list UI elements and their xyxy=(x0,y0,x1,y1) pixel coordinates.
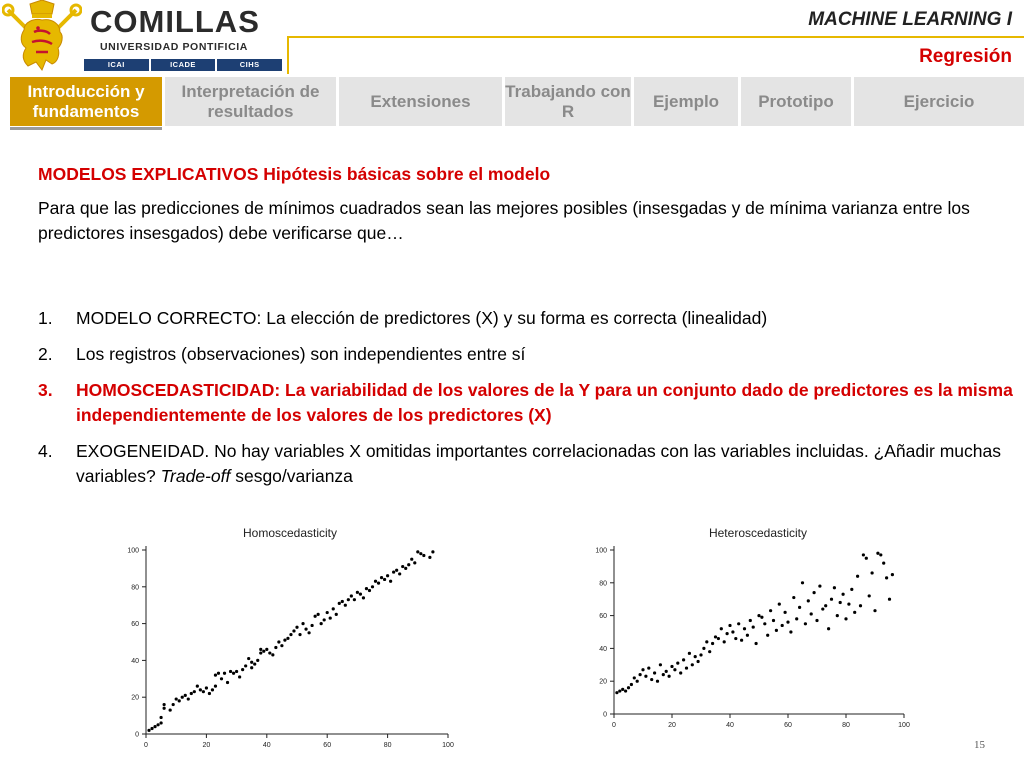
list-text-part: sesgo/varianza xyxy=(230,466,353,486)
data-point xyxy=(172,703,175,706)
data-point xyxy=(256,659,259,662)
data-point xyxy=(335,613,338,616)
data-point xyxy=(781,624,784,627)
x-tick-label: 60 xyxy=(784,722,792,729)
data-point xyxy=(833,586,836,589)
data-point xyxy=(731,630,734,633)
logo-units-bar xyxy=(84,59,284,71)
logo-unit-cihs: CIHS xyxy=(217,59,282,71)
list-number: 3. xyxy=(38,380,53,400)
x-tick-label: 0 xyxy=(612,722,616,729)
data-point xyxy=(862,553,865,556)
data-point xyxy=(853,611,856,614)
list-text: MODELO CORRECTO: La elección de predictores (X) y su forma es correcta (linealidad) xyxy=(76,308,768,328)
data-point xyxy=(778,603,781,606)
data-point xyxy=(662,673,665,676)
y-tick-label: 20 xyxy=(599,678,607,686)
tab-introduccion[interactable] xyxy=(10,77,162,126)
data-point xyxy=(824,604,827,607)
list-number: 4. xyxy=(38,441,53,461)
data-point xyxy=(682,658,685,661)
data-point xyxy=(810,612,813,615)
data-point xyxy=(885,576,888,579)
x-tick-label: 0 xyxy=(144,742,148,748)
data-point xyxy=(229,670,232,673)
data-point xyxy=(314,615,317,618)
data-point xyxy=(253,662,256,665)
data-point xyxy=(708,650,711,653)
data-point xyxy=(386,574,389,577)
heteroscedasticity-plot xyxy=(578,520,918,748)
data-point xyxy=(304,628,307,631)
data-point xyxy=(746,634,749,637)
data-point xyxy=(295,626,298,629)
x-tick-label: 100 xyxy=(898,722,910,729)
data-point xyxy=(856,575,859,578)
data-point xyxy=(847,603,850,606)
data-point xyxy=(338,602,341,605)
data-point xyxy=(199,688,202,691)
data-point xyxy=(181,696,184,699)
data-point xyxy=(879,553,882,556)
data-point xyxy=(368,589,371,592)
data-point xyxy=(775,629,778,632)
data-point xyxy=(163,707,166,710)
y-tick-label: 40 xyxy=(599,645,607,653)
data-point xyxy=(431,550,434,553)
list-text: HOMOSCEDASTICIDAD: La variabilidad de los valores de la Y para un conjunto dado de predictores es la misma independientemente de los valores de los predictores (X) xyxy=(76,380,1013,425)
data-point xyxy=(232,672,235,675)
data-point xyxy=(277,640,280,643)
data-point xyxy=(298,633,301,636)
data-point xyxy=(214,674,217,677)
data-point xyxy=(347,598,350,601)
data-point xyxy=(665,670,668,673)
data-point xyxy=(362,596,365,599)
data-point xyxy=(633,676,636,679)
data-point xyxy=(804,622,807,625)
tab-trabajando-con-r[interactable] xyxy=(505,77,631,126)
data-point xyxy=(395,569,398,572)
data-point xyxy=(644,675,647,678)
tab-prototipo[interactable] xyxy=(741,77,851,126)
data-point xyxy=(259,651,262,654)
data-point xyxy=(769,609,772,612)
data-point xyxy=(685,666,688,669)
data-point xyxy=(344,604,347,607)
data-point xyxy=(147,729,150,732)
y-tick-label: 60 xyxy=(599,613,607,621)
tab-interpretacion[interactable] xyxy=(165,77,336,126)
data-point xyxy=(160,721,163,724)
data-point xyxy=(404,567,407,570)
list-number: 1. xyxy=(38,308,53,328)
intro-paragraph: Para que las predicciones de mínimos cuadrados sean las mejores posibles (insesgadas y de mínima varianza entre los predictores insesgados) debe verificarse que… xyxy=(38,198,970,243)
data-point xyxy=(220,677,223,680)
y-tick-label: 100 xyxy=(127,547,139,555)
data-point xyxy=(410,558,413,561)
data-point xyxy=(217,672,220,675)
data-point xyxy=(763,622,766,625)
data-point xyxy=(265,648,268,651)
section-tabs xyxy=(10,77,1024,127)
data-point xyxy=(801,581,804,584)
heteroscedasticity-scatter xyxy=(578,520,918,748)
tab-extensiones[interactable] xyxy=(339,77,502,126)
list-item xyxy=(38,342,1013,367)
data-point xyxy=(286,637,289,640)
data-point xyxy=(247,657,250,660)
data-point xyxy=(259,648,262,651)
data-point xyxy=(844,617,847,620)
data-point xyxy=(726,632,729,635)
data-point xyxy=(876,552,879,555)
data-point xyxy=(789,630,792,633)
data-point xyxy=(214,685,217,688)
data-point xyxy=(208,692,211,695)
list-item-highlighted xyxy=(38,378,1013,428)
data-point xyxy=(734,637,737,640)
y-tick-label: 80 xyxy=(599,580,607,588)
data-point xyxy=(755,642,758,645)
data-point xyxy=(676,662,679,665)
slide-header xyxy=(0,0,1024,76)
x-tick-label: 20 xyxy=(202,742,211,748)
lion-crest-icon xyxy=(2,0,82,74)
list-text-italic: Trade-off xyxy=(160,466,231,486)
data-point xyxy=(238,675,241,678)
y-tick-label: 40 xyxy=(131,657,139,665)
list-text-part: EXOGENEIDAD. No hay variables X omitidas importantes correlacionadas con las variables incluidas. ¿Añadir muchas variables? xyxy=(76,441,1001,486)
tab-ejercicio[interactable] xyxy=(854,77,1024,126)
data-point xyxy=(691,663,694,666)
chart-title: Heteroscedasticity xyxy=(708,526,808,540)
data-point xyxy=(392,570,395,573)
data-point xyxy=(428,556,431,559)
logo-subtitle: UNIVERSIDAD PONTIFICIA xyxy=(100,41,248,53)
chart-title: Homoscedasticity xyxy=(242,526,338,540)
data-point xyxy=(697,660,700,663)
data-point xyxy=(821,607,824,610)
data-point xyxy=(641,668,644,671)
x-tick-label: 20 xyxy=(668,722,676,729)
data-point xyxy=(615,691,618,694)
data-point xyxy=(639,673,642,676)
data-point xyxy=(813,591,816,594)
data-point xyxy=(419,552,422,555)
data-point xyxy=(175,697,178,700)
data-point xyxy=(211,688,214,691)
data-point xyxy=(795,617,798,620)
data-point xyxy=(271,653,274,656)
comillas-logo xyxy=(0,0,290,74)
data-point xyxy=(326,611,329,614)
data-point xyxy=(723,640,726,643)
data-point xyxy=(720,627,723,630)
data-point xyxy=(244,664,247,667)
data-point xyxy=(341,600,344,603)
list-text xyxy=(76,441,1001,486)
tab-label: Ejemplo xyxy=(652,91,720,111)
data-point xyxy=(728,624,731,627)
data-point xyxy=(839,601,842,604)
data-point xyxy=(274,646,277,649)
homoscedasticity-scatter xyxy=(110,520,460,748)
y-tick-label: 100 xyxy=(595,547,607,555)
data-point xyxy=(241,668,244,671)
homoscedasticity-plot xyxy=(110,520,460,748)
list-number: 2. xyxy=(38,344,53,364)
data-point xyxy=(659,663,662,666)
data-point xyxy=(329,616,332,619)
data-point xyxy=(178,699,181,702)
data-point xyxy=(187,697,190,700)
section-title: Regresión xyxy=(919,46,1012,67)
y-tick-label: 80 xyxy=(131,584,139,592)
data-point xyxy=(280,644,283,647)
data-point xyxy=(850,588,853,591)
x-tick-label: 40 xyxy=(262,742,271,748)
slide-content xyxy=(38,164,1013,246)
data-point xyxy=(268,651,271,654)
data-point xyxy=(223,672,226,675)
data-point xyxy=(624,689,627,692)
data-point xyxy=(717,637,720,640)
data-point xyxy=(792,596,795,599)
data-point xyxy=(711,642,714,645)
data-point xyxy=(647,666,650,669)
data-point xyxy=(757,614,760,617)
data-point xyxy=(705,640,708,643)
data-point xyxy=(618,689,621,692)
logo-wordmark: COMILLAS xyxy=(90,4,260,39)
data-point xyxy=(836,614,839,617)
data-point xyxy=(262,650,265,653)
header-divider xyxy=(287,36,1024,38)
data-point xyxy=(627,686,630,689)
data-point xyxy=(356,591,359,594)
tab-label: Ejercicio xyxy=(903,91,975,111)
data-point xyxy=(184,694,187,697)
data-point xyxy=(311,624,314,627)
page-number: 15 xyxy=(974,739,985,751)
data-point xyxy=(891,573,894,576)
data-point xyxy=(226,681,229,684)
x-tick-label: 40 xyxy=(726,722,734,729)
data-point xyxy=(235,670,238,673)
data-point xyxy=(842,593,845,596)
tab-label: Prototipo xyxy=(758,91,834,111)
data-point xyxy=(416,550,419,553)
list-text: Los registros (observaciones) son independientes entre sí xyxy=(76,344,526,364)
tab-label: Introducción y fundamentos xyxy=(27,81,145,121)
data-point xyxy=(359,593,362,596)
list-item xyxy=(38,306,1013,331)
data-point xyxy=(830,598,833,601)
data-point xyxy=(636,680,639,683)
data-point xyxy=(205,686,208,689)
data-point xyxy=(873,609,876,612)
logo-unit-icai: ICAI xyxy=(84,59,149,71)
y-tick-label: 20 xyxy=(131,694,139,702)
data-point xyxy=(398,572,401,575)
data-point xyxy=(422,554,425,557)
data-point xyxy=(650,678,653,681)
x-tick-label: 80 xyxy=(842,722,850,729)
data-point xyxy=(630,683,633,686)
data-point xyxy=(190,692,193,695)
data-point xyxy=(818,584,821,587)
slide-heading: MODELOS EXPLICATIVOS Hipótesis básicas sobre el modelo xyxy=(38,164,551,184)
data-point xyxy=(888,598,891,601)
y-tick-label: 60 xyxy=(131,621,139,629)
data-point xyxy=(283,639,286,642)
data-point xyxy=(688,652,691,655)
data-point xyxy=(668,675,671,678)
x-tick-label: 60 xyxy=(323,742,332,748)
data-point xyxy=(656,680,659,683)
data-point xyxy=(156,723,159,726)
data-point xyxy=(670,665,673,668)
data-point xyxy=(371,585,374,588)
data-point xyxy=(374,580,377,583)
data-point xyxy=(699,653,702,656)
data-point xyxy=(301,622,304,625)
data-point xyxy=(332,607,335,610)
data-point xyxy=(865,557,868,560)
data-point xyxy=(882,562,885,565)
data-point xyxy=(250,661,253,664)
data-point xyxy=(202,690,205,693)
data-point xyxy=(401,565,404,568)
tab-label: Extensiones xyxy=(370,91,471,111)
data-point xyxy=(389,580,392,583)
data-point xyxy=(193,690,196,693)
data-point xyxy=(786,621,789,624)
data-point xyxy=(868,594,871,597)
data-point xyxy=(760,616,763,619)
course-title: MACHINE LEARNING I xyxy=(808,9,1012,30)
tab-label: Interpretación de resultados xyxy=(181,81,320,121)
data-point xyxy=(323,618,326,621)
data-point xyxy=(289,633,292,636)
list-item xyxy=(38,439,1013,489)
data-point xyxy=(365,587,368,590)
data-point xyxy=(407,563,410,566)
header-divider-vertical xyxy=(287,36,289,74)
data-point xyxy=(196,685,199,688)
data-point xyxy=(871,571,874,574)
y-tick-label: 0 xyxy=(135,731,139,739)
data-point xyxy=(752,625,755,628)
data-point xyxy=(153,725,156,728)
data-point xyxy=(292,629,295,632)
x-tick-label: 100 xyxy=(442,742,454,748)
data-point xyxy=(317,613,320,616)
data-point xyxy=(702,647,705,650)
hypotheses-list xyxy=(38,306,1013,500)
data-point xyxy=(743,627,746,630)
data-point xyxy=(714,635,717,638)
data-point xyxy=(350,594,353,597)
data-point xyxy=(383,578,386,581)
data-point xyxy=(377,582,380,585)
data-point xyxy=(807,599,810,602)
data-point xyxy=(160,716,163,719)
data-point xyxy=(798,606,801,609)
data-point xyxy=(320,622,323,625)
data-point xyxy=(353,598,356,601)
data-point xyxy=(827,627,830,630)
data-point xyxy=(737,622,740,625)
data-point xyxy=(694,655,697,658)
data-point xyxy=(673,668,676,671)
data-point xyxy=(740,639,743,642)
data-point xyxy=(784,611,787,614)
data-point xyxy=(169,708,172,711)
y-tick-label: 0 xyxy=(603,711,607,719)
data-point xyxy=(772,619,775,622)
data-point xyxy=(413,561,416,564)
data-point xyxy=(815,619,818,622)
data-point xyxy=(307,631,310,634)
data-point xyxy=(859,604,862,607)
data-point xyxy=(749,619,752,622)
logo-unit-icade: ICADE xyxy=(151,59,216,71)
data-point xyxy=(163,703,166,706)
data-point xyxy=(653,671,656,674)
tab-label: Trabajando con R xyxy=(505,81,631,121)
data-point xyxy=(766,634,769,637)
data-point xyxy=(150,727,153,730)
x-tick-label: 80 xyxy=(383,742,392,748)
data-point xyxy=(380,576,383,579)
tab-ejemplo[interactable] xyxy=(634,77,738,126)
data-point xyxy=(679,671,682,674)
data-point xyxy=(621,688,624,691)
data-point xyxy=(250,666,253,669)
